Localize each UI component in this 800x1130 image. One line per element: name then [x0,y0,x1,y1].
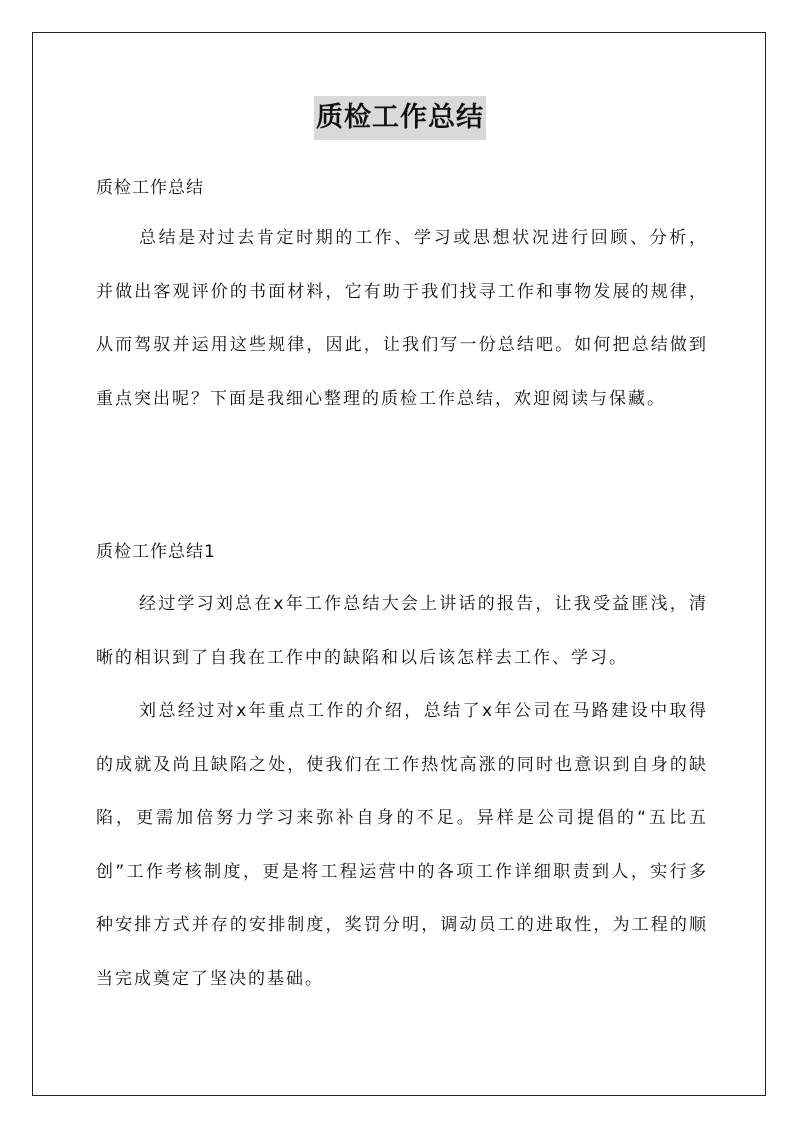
title-wrapper [0,96,800,140]
section1-paragraph-1: 经过学习刘总在x年工作总结大会上讲话的报告，让我受益匪浅，清晰的相识到了自我在工作中的缺陷和以后该怎样去工作、学习。 [96,594,708,668]
intro-paragraph: 总结是对过去肯定时期的工作、学习或思想状况进行回顾、分析，并做出客观评价的书面材料，它有助于我们找寻工作和事物发展的规律，从而驾驭并运用这些规律，因此，让我们写一份总结吧。如何把总结做到重点突出呢？下面是我细心整理的质检工作总结，欢迎阅读与保藏。 [96,228,708,409]
document-subtitle: 质检工作总结 [96,178,204,198]
section1-body [96,578,708,1006]
intro-section [96,212,708,426]
section1-heading: 质检工作总结1 [96,542,216,562]
section1-paragraph-2: 刘总经过对x年重点工作的介绍，总结了x年公司在马路建设中取得的成就及尚且缺陷之处，使我们在工作热忱高涨的同时也意识到自身的缺陷，更需加倍努力学习来弥补自身的不足。异样是公司提倡的“五比五创”工作考核制度，更是将工程运营中的各项工作详细职责到人，实行多种安排方式并存的安排制度，奖罚分明，调动员工的进取性，为工程的顺当完成奠定了坚决的基础。 [96,701,708,989]
document-title: 质检工作总结 [314,96,486,140]
